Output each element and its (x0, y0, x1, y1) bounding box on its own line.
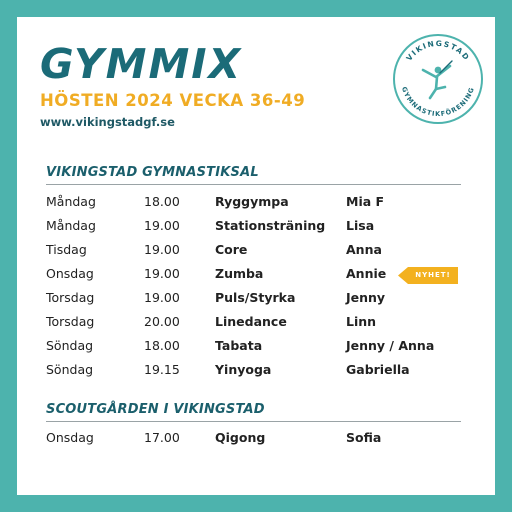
row-leader: Jenny (346, 290, 386, 305)
row-leader: Sofia (346, 430, 382, 445)
page-title: GYMMIX (40, 40, 243, 88)
schedule-row (46, 359, 486, 381)
row-time: 17.00 (144, 430, 180, 445)
row-class: Zumba (215, 266, 264, 281)
page-subtitle: HÖSTEN 2024 VECKA 36-49 (40, 91, 306, 110)
row-leader: Gabriella (346, 362, 410, 377)
new-badge (398, 267, 458, 284)
row-class: Puls/Styrka (215, 290, 296, 305)
row-class: Tabata (215, 338, 263, 353)
row-time: 19.00 (144, 218, 180, 233)
schedule-row (46, 215, 486, 237)
section-heading-scoutgarden: SCOUTGÅRDEN I VIKINGSTAD (46, 402, 265, 417)
section-divider (46, 421, 461, 422)
row-class: Core (215, 242, 248, 257)
row-time: 19.15 (144, 362, 180, 377)
schedule-row (46, 239, 486, 261)
row-class: Qigong (215, 430, 266, 445)
row-leader: Lisa (346, 218, 375, 233)
logo-arc-top: VIKINGSTAD (404, 38, 472, 63)
row-day: Torsdag (46, 290, 95, 305)
row-day: Söndag (46, 362, 94, 377)
row-day: Onsdag (46, 430, 94, 445)
row-day: Tisdag (46, 242, 87, 257)
row-class: Ryggympa (215, 194, 289, 209)
schedule-row (46, 335, 486, 357)
row-class: Linedance (215, 314, 287, 329)
row-time: 19.00 (144, 266, 180, 281)
row-leader: Linn (346, 314, 377, 329)
row-time: 19.00 (144, 242, 180, 257)
row-day: Onsdag (46, 266, 94, 281)
gymnast-figure-icon (423, 61, 452, 98)
schedule-card (17, 17, 495, 495)
section-heading-gymnastiksal: VIKINGSTAD GYMNASTIKSAL (46, 165, 259, 180)
row-day: Torsdag (46, 314, 95, 329)
schedule-row (46, 311, 486, 333)
row-leader: Jenny / Anna (346, 338, 435, 353)
row-time: 18.00 (144, 194, 180, 209)
schedule-row (46, 287, 486, 309)
club-logo (392, 33, 484, 125)
schedule-row (46, 191, 486, 213)
row-time: 19.00 (144, 290, 180, 305)
row-class: Yinyoga (215, 362, 272, 377)
row-leader: Anna (346, 242, 382, 257)
row-time: 18.00 (144, 338, 180, 353)
row-time: 20.00 (144, 314, 180, 329)
new-badge-label: NYHET! (415, 271, 451, 279)
schedule-row (46, 427, 486, 449)
row-leader: Annie (346, 266, 387, 281)
row-day: Måndag (46, 194, 96, 209)
row-leader: Mia F (346, 194, 385, 209)
row-class: Stationsträning (215, 218, 326, 233)
row-day: Måndag (46, 218, 96, 233)
row-day: Söndag (46, 338, 94, 353)
logo-arc-bottom: GYMNASTIKFÖRENING (399, 85, 477, 119)
section-divider (46, 184, 461, 185)
website-link[interactable]: www.vikingstadgf.se (40, 115, 175, 129)
